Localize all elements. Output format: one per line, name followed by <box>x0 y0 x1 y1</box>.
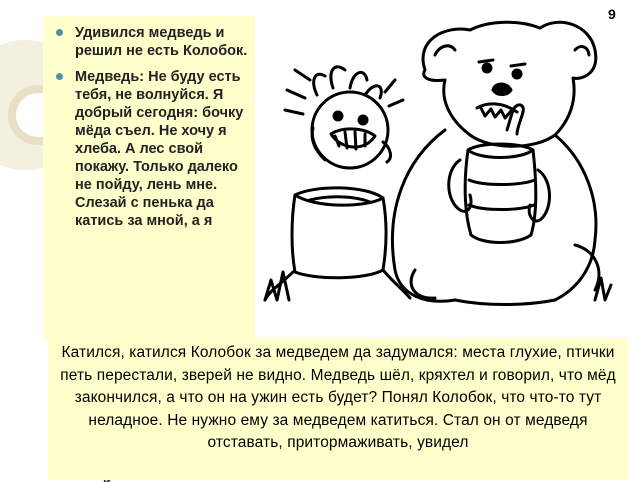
story-paragraph: Катился, катился Колобок за медведем да задумался: места глухие, птички петь перестали, зверей не видно. Медведь шёл, кряхтел и говорил, что мёд закончился, а что он на ужин есть будет? Понял Колобок, что что-то тут неладное. Не нужно ему за медведем катиться. Стал он от медведя отставать, притормаживать, увидел <box>60 344 616 451</box>
bottom-text-panel <box>48 338 628 480</box>
bullet-item-2: Медведь: Не буду есть тебя, не волнуйся. Я добрый сегодня: бочку мёда съел. Не хочу я хлеба. А лес свой покажу. Только далеко не пойду, лень мне. Слезай с пенька да катись за мной, а я <box>75 68 249 230</box>
bear-and-kolobok-illustration <box>255 10 615 310</box>
bullet-item-1: Удивился медведь и решил не есть Колобок. <box>75 25 248 59</box>
illustration-svg <box>255 10 615 310</box>
left-text-panel <box>43 16 255 338</box>
page-number: 9 <box>608 6 616 22</box>
bullet-list <box>43 16 255 230</box>
